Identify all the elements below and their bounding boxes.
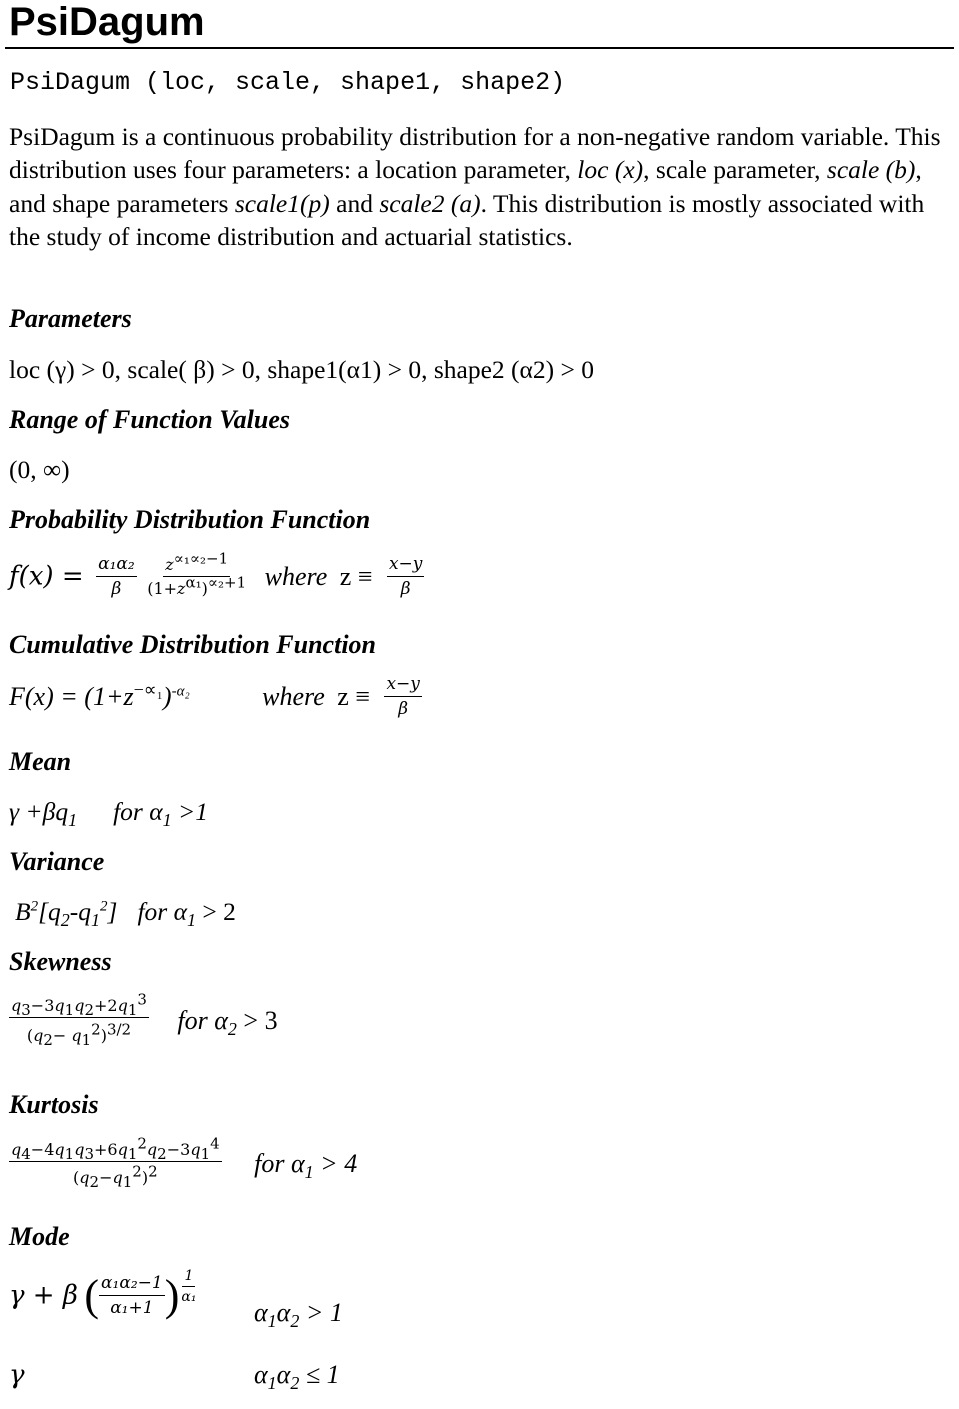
pdf-z-equiv: z ≡ [339,561,373,591]
intro-text-2: , scale parameter, [643,155,827,185]
mode-exp-num: 1 [182,1268,195,1287]
function-signature: PsiDagum (loc, scale, shape1, shape2) [10,68,566,97]
pdf-formula [9,549,424,599]
intro-text-3: , and shape parameters [9,155,922,218]
mode-den: α₁+1 [110,1298,154,1318]
mode-exponent-fraction [179,1268,198,1305]
pdf-coef-num: α₁α₂ [96,554,137,577]
cdf-z-num: x−y [384,674,421,697]
cdf-z-den: β [398,699,409,719]
skewness-den: $(q_2- q_1^2)^{3/2}$ [26,1020,132,1050]
page-title: PsiDagum [9,0,205,44]
mode-exp-den: α₁ [181,1289,197,1305]
intro-text-5: . This distribution is mostly associated with the study of income distribution and actuarial statistics. [9,188,925,252]
mode-condition-2: $\alpha_1\alpha_2 \le 1$ [254,1360,340,1394]
kurtosis-condition: for $\alpha_1 > 4$ [254,1148,358,1182]
variance-formula: $B^2[q_2-q_1^2]$ for $\alpha_1 > 2$ [15,897,236,931]
parameters-text: loc (γ) > 0, scale( β) > 0, shape1(α1) > 0, shape2 (α2) > 0 [9,355,595,384]
mean-formula: $\gamma +\beta q_1$ for $\alpha_1 >1$ [9,797,208,831]
skewness-num: $q_3-3q_1q_2+2q_1^3$ [11,990,147,1020]
intro-paragraph [9,120,949,254]
intro-scale-term: scale (b) [826,155,916,185]
pdf-coef-den: β [111,579,122,599]
mode-condition-1: $\alpha_1\alpha_2 > 1$ [254,1298,343,1332]
heading-cdf: Cumulative Distribution Function [9,630,376,659]
mode-gamma: γ [9,1360,25,1390]
mode-formula-1 [9,1268,343,1332]
pdf-z-den: β [400,579,411,599]
cdf-where: where [262,681,325,711]
skewness-fraction [9,990,149,1050]
pdf-main-num: $z^{\propto_1\propto_2-1}$ [163,555,230,577]
pdf-main-fraction [145,549,248,598]
heading-mode: Mode [9,1222,70,1251]
cdf-formula [9,674,422,719]
kurtosis-den: $(q_2-q_1^2)^2$ [73,1162,158,1192]
intro-shape1-term: scale1(p) [234,188,330,218]
pdf-z-num: x−y [387,554,424,577]
heading-range: Range of Function Values [9,405,291,434]
heading-pdf: Probability Distribution Function [9,505,371,534]
heading-kurtosis: Kurtosis [9,1090,99,1119]
kurtosis-fraction [9,1134,222,1192]
mode-formula-2 [9,1360,340,1394]
kurtosis-formula [9,1134,358,1192]
mode-num: α₁α₂−1 [99,1273,165,1296]
heading-variance: Variance [9,847,105,876]
heading-mean: Mean [9,747,72,776]
intro-text-4: and [329,188,380,218]
kurtosis-num: $q_4-4q_1q_3+6q_1^2q_2-3q_1^4$ [11,1134,220,1164]
heading-skewness: Skewness [9,947,112,976]
range-text: (0, ∞) [9,455,70,484]
heading-parameters: Parameters [9,304,132,333]
cdf-z-equiv: z ≡ [337,681,370,711]
skewness-condition: for $\alpha_2 > 3$ [177,1005,278,1039]
mode-fraction [99,1273,165,1318]
intro-loc-term: loc (x) [577,155,644,185]
pdf-z-fraction [387,554,424,599]
skewness-formula [9,990,278,1050]
pdf-coef-fraction [96,554,137,599]
cdf-lhs: $F(x) = (1+z^{-\propto_1})^{-\alpha_2}$ [9,678,190,711]
mode-gamma-plus-beta: γ + β [9,1280,78,1311]
pdf-where: where [264,561,328,591]
cdf-z-fraction [384,674,421,719]
title-rule [5,47,954,49]
pdf-lhs: f(x) = [9,561,84,592]
intro-text-1: PsiDagum is a continuous probability distribution for a non-negative random variable. This distribution uses four parameters: a location parameter, [9,122,941,185]
pdf-main-den: $(1+z^{\alpha_1})^{\propto_2+1}$ [147,573,247,598]
intro-shape2-term: scale2 (a) [379,188,481,218]
mode-open-paren: ( [84,1271,100,1320]
mode-close-paren: ) [164,1271,180,1320]
